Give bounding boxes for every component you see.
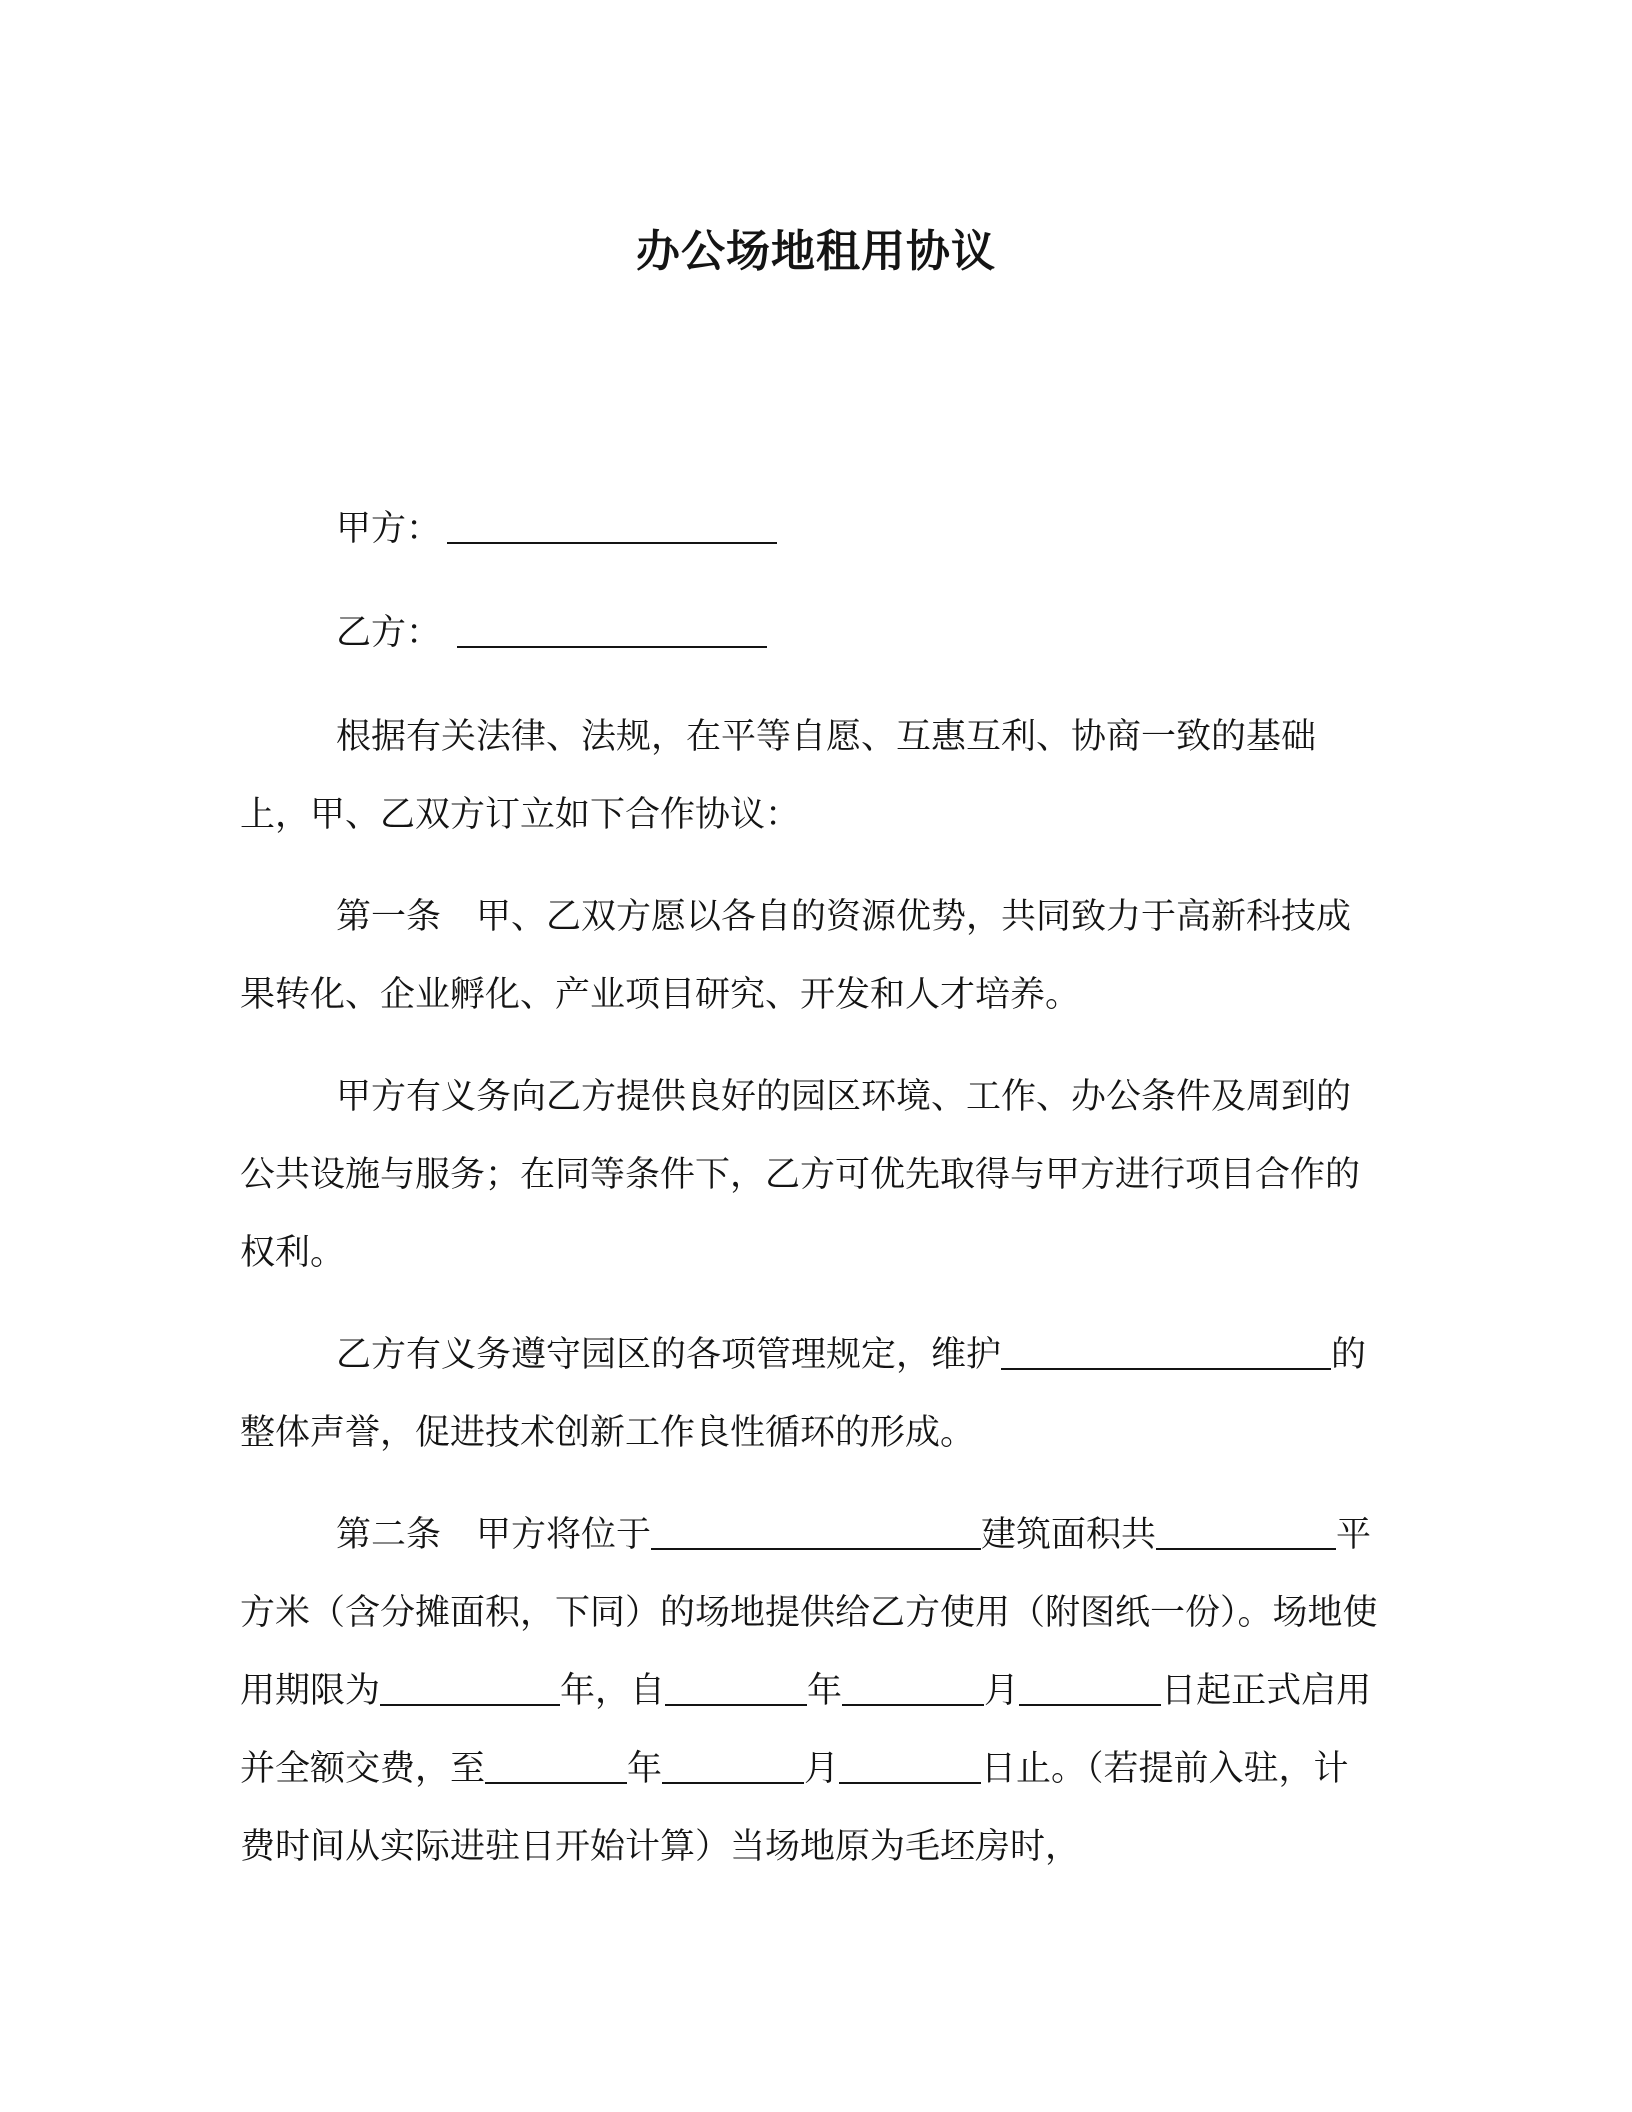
party-a-line: [240, 490, 1380, 568]
document-body: [240, 490, 1380, 1910]
party-a-label: 甲方：: [336, 509, 442, 549]
end-day-blank: [839, 1750, 981, 1784]
location-blank: [651, 1516, 981, 1550]
article-2-text-8: 年: [627, 1749, 663, 1789]
years-blank: [380, 1672, 560, 1706]
area-blank: [1156, 1516, 1336, 1550]
article-2-text-4: 年，自: [560, 1671, 666, 1711]
document-title: 办公场地租用协议: [636, 226, 996, 277]
intro-paragraph: 根据有关法律、法规，在平等自愿、互惠互利、协商一致的基础上，甲、乙双方订立如下合作协议：: [240, 717, 1317, 835]
end-month-blank: [662, 1750, 804, 1784]
party-b-duty-text-2: 的整体声誉，促进技术创新工作良性循环的形成。: [240, 1335, 1367, 1453]
article-2-paragraph: [240, 1496, 1380, 1886]
party-a-blank: [447, 510, 777, 544]
article-2-text-10: 日止。（若提前入驻，计费时间从实际进驻日开始计算）当场地原为毛坯房时，: [240, 1749, 1349, 1867]
article-2-text-2: 建筑面积共: [981, 1515, 1157, 1555]
party-b-blank: [457, 614, 767, 648]
article-2-text-1: 第二条 甲方将位于: [336, 1515, 652, 1555]
start-day-blank: [1019, 1672, 1161, 1706]
article-2-text-7: 日起正式启用并全额交费，至: [240, 1671, 1372, 1789]
article-2-text-9: 月: [804, 1749, 840, 1789]
party-b-line: [240, 594, 1380, 672]
end-year-blank: [485, 1750, 627, 1784]
maintain-blank: [1001, 1336, 1331, 1370]
party-b-label: 乙方：: [336, 613, 442, 653]
start-year-blank: [665, 1672, 807, 1706]
article-2-text-5: 年: [807, 1671, 843, 1711]
party-b-duty-text-1: 乙方有义务遵守园区的各项管理规定，维护: [336, 1335, 1002, 1375]
party-b-duty-paragraph: [240, 1316, 1380, 1472]
article-2-text-3: 平方米（含分摊面积，下同）的场地提供给乙方使用（附图纸一份）。场地使用期限为: [240, 1515, 1378, 1711]
article-2-text-6: 月: [984, 1671, 1020, 1711]
party-a-duty-paragraph: 甲方有义务向乙方提供良好的园区环境、工作、办公条件及周到的公共设施与服务；在同等条件下，乙方可优先取得与甲方进行项目合作的权利。: [240, 1077, 1361, 1273]
article-1-paragraph: 第一条 甲、乙双方愿以各自的资源优势，共同致力于高新科技成果转化、企业孵化、产业项目研究、开发和人才培养。: [240, 897, 1352, 1015]
start-month-blank: [842, 1672, 984, 1706]
